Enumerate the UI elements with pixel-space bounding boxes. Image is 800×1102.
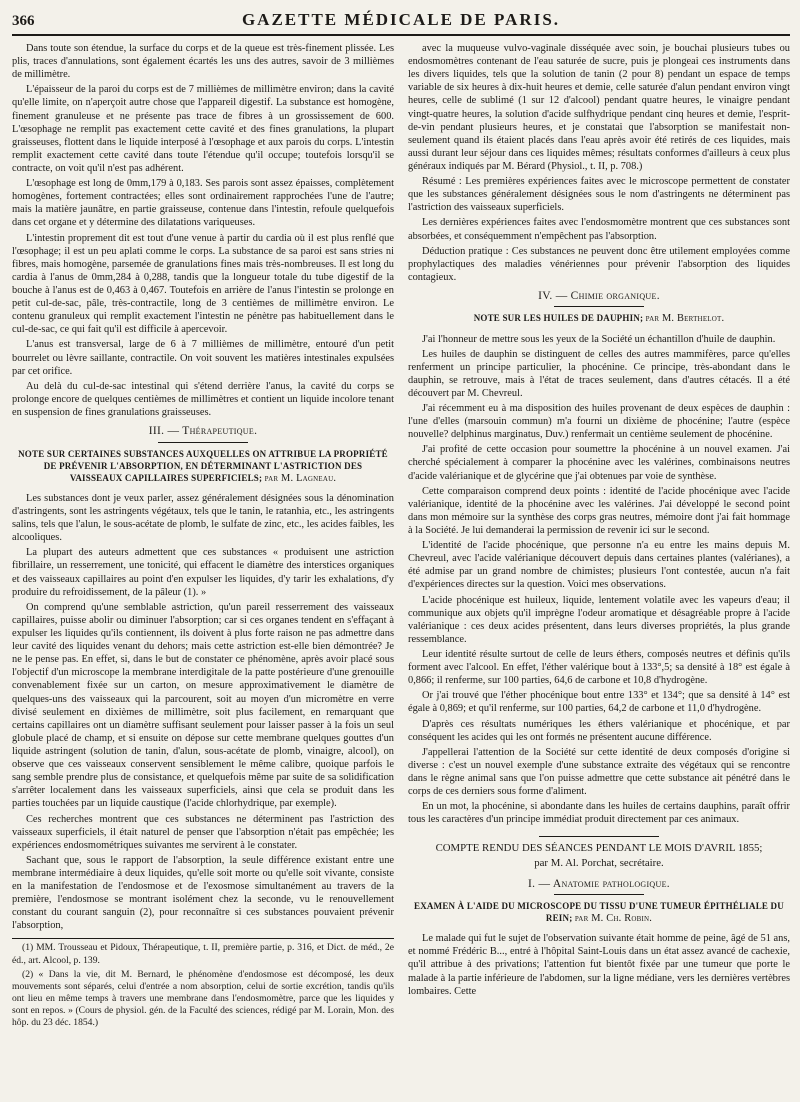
paragraph: Sachant que, sous le rapport de l'absorption, la seule différence existant entre une membrane intermédiaire à deux liquides, qu'elle soit morte ou qu'elle soit vivante, consiste en la manifestation de l'endosmose et de l'exosmose simultanément au travers de la première, l'endosmose se montrant isolément chez la seconde, vu le renouvellement constant du courant sanguin (2), pour reconnaître si ces substances pouvaient prévenir l'absorption, bbox=[12, 854, 394, 932]
paragraph: L'anus est transversal, large de 6 à 7 millièmes de millimètre, entouré d'un petit bourrelet ou lèvre saillante, contractile. On voit souvent les matières intestinales expulsées par cet orifice. bbox=[12, 339, 394, 377]
paragraph: Résumé : Les premières expériences faites avec le microscope permettent de constater que les substances généralement désignées sous le nom d'astringents ne déterminent pas l'astriction des vaisseaux superficiels. bbox=[408, 176, 790, 214]
paragraph: On comprend qu'une semblable astriction, qu'un pareil resserrement des vaisseaux capillaires, puisse abolir ou diminuer l'absorption; car si ces organes tendent en s'effaçant à expulser les liquides qu'ils contiennent, ils doivent à plus forte raison ne pas admettre dans leur cavité des liquides venant du dehors; mais cette astriction est-elle bien démontrée? Je ne le pense pas. En effet, si, dans le but de constater ce phénomène, après avoir placé sous l'objectif d'un microscope la membrane interdigitale de la patte postérieure d'une grenouille convenablement fixée sur un carton, on mesure approximativement le diamètre de quelques-uns des vaisseaux qui la parcourent, soit au moyen d'un micromètre en verre divisé seulement en dixièmes de millimètre, soit plus facilement, en remarquant que certains capillaires ont un diamètre suffisant seulement pour laisser passer à la fois un seul globule placé de champ, et si ensuite on dépose sur cette membrane quelques gouttes d'un liquide astringent (solution de tanin, d'alun, sous-acétate de plomb, vinaigre, alcool), on observe que ces vaisseaux conservent sensiblement le même calibre, quoique parfois le sang semble prendre plus de consistance, et quelquefois même par suite de sa solidification s'arrêter localement dans les vaisseaux superficiels, ainsi que cela se produit dans les parties touchées par un liquide caustique (l'acide chlorhydrique, par exemple). bbox=[12, 601, 394, 810]
paragraph: D'après ces résultats numériques les éthers valérianique et phocénique, et par conséquent les acides qui les ont formés ne présentent aucune différence. bbox=[408, 718, 790, 743]
paragraph: Les substances dont je veux parler, assez généralement désignées sous la dénomination d'astringents, sont les astringents végétaux, tels que le tanin, le ratanhia, etc., les astringents salins, tels que l'alun, le sous-acétate de plomb, le sulfate de zinc, etc., les acides faibles, les alcooliques. bbox=[12, 492, 394, 544]
paragraph: J'appellerai l'attention de la Société sur cette identité de deux composés d'origine si diverse : c'est un nouvel exemple d'une substance extraite des végétaux qui se rencontre dans le règne animal sans que l'on puisse admettre que cette substance ait pénétré dans le corps de ces derniers sous forme d'aliment. bbox=[408, 746, 790, 798]
paragraph: Ces recherches montrent que ces substances ne déterminent pas l'astriction des vaisseaux superficiels, il était naturel de penser que l'absorption n'était pas empêchée; les expériences endosmométriques suivantes me servirent à le constater. bbox=[12, 813, 394, 851]
right-column bbox=[408, 42, 790, 1102]
page-header bbox=[12, 10, 790, 36]
footnotes bbox=[12, 938, 394, 1029]
section-rule bbox=[554, 306, 644, 307]
report-title: COMPTE RENDU DES SÉANCES PENDANT LE MOIS D'AVRIL 1855; bbox=[435, 842, 763, 855]
article-title-text: NOTE SUR CERTAINES SUBSTANCES AUXQUELLES ON ATTRIBUE LA PROPRIÉTÉ DE PRÉVENIR L'ABSORPTION, EN DÉTERMINANT L'ASTRICTION DES VAISSEAUX CAPILLAIRES SUPERFICIELS; bbox=[18, 448, 388, 483]
article-title bbox=[414, 900, 784, 926]
columns bbox=[12, 42, 790, 1102]
paragraph: L'identité de l'acide phocénique, que personne n'a eu entre les mains depuis M. Chevreul, avec l'acide valérianique découvert depuis dans certaines plantes (valérianes), a été admise par un grand nombre de chimistes; plusieurs l'ont contestée, aucun n'a fait d'expériences directes sur la question. Voici mes observations. bbox=[408, 540, 790, 591]
paragraph: Les huiles de dauphin se distinguent de celles des autres mammifères, parce qu'elles renferment un principe particulier, la phocénine. Ce principe, très-abondant dans le dauphin, se retrouve, mais à l'état de traces seulement, dans d'autres cétacés. Il a été découvert par M. Chevreul. bbox=[408, 348, 790, 399]
article-title-text: EXAMEN À L'AIDE DU MICROSCOPE DU TISSU D'UNE TUMEUR ÉPITHÉLIALE DU REIN; bbox=[414, 901, 784, 924]
paragraph: Déduction pratique : Ces substances ne peuvent donc être utilement employées comme prophylactiques des maladies vénériennes pour prévenir l'absorption des liquides contagieux. bbox=[408, 245, 790, 283]
article-author: par M. Lagneau. bbox=[264, 472, 337, 484]
section-heading: IV. — Chimie organique. bbox=[538, 289, 660, 302]
paragraph: Leur identité résulte surtout de celle de leurs éthers, composés neutres et définis qu'ils forment avec l'alcool. En effet, l'éther valérique bout à 133°,5; sa densité à 18° est égale à 0,866; il renferme, sur 100 parties, 64,6 de carbone et 10,8 d'hydrogène. bbox=[408, 649, 790, 687]
journal-title: GAZETTE MÉDICALE DE PARIS. bbox=[241, 10, 561, 29]
paragraph: Or j'ai trouvé que l'éther phocénique bout entre 133° et 134°; que sa densité à 14° est égale à 0,869; et qu'il renferme, sur 100 parties, 64,2 de carbone et 11,0 d'hydrogène. bbox=[408, 690, 790, 715]
paragraph: L'intestin proprement dit est tout d'une venue à partir du cardia où il est plus renflé que l'œsophage; il est un peu aplati comme le corps. La substance de sa paroi est sans stries ni fibres, mais homogène, parsemée de granulations fines mais très-nombreuses. Il est long du cardia à l'anus de 0mm,284 à 0,288, tandis que la longueur totale du tube digestif de la bouche à l'anus est de 0,463 à 0,467. Toutefois en arrière de l'anus l'intestin se prolonge en petit cul-de-sac, pâle, très-contractile, long de 3 centièmes de millimètre environ. Le contenu granuleux qui remplit exactement l'intestin ne pénètre pas habituellement dans le cul-de-sac, ce qui fait qu'il est difficile à apercevoir. bbox=[12, 232, 394, 336]
article-author: par M. Berthelot. bbox=[645, 313, 725, 325]
paragraph: Le malade qui fut le sujet de l'observation suivante était homme de peine, âgé de 51 ans, et nommé Frédéric B..., entré à l'hôpital Saint-Louis dans un état assez avancé de cachexie, qu'il attribue à des privations; l'attention fut bientôt fixée par une tumeur que porte le malade à la partie inférieure de l'abdomen, sur la ligne médiane, vers les dernières vertèbres lombaires. Cette bbox=[408, 933, 790, 997]
paragraph: La plupart des auteurs admettent que ces substances « produisent une astriction fibrillaire, un resserrement, une tonicité, qui effacent le diamètre des interstices organiques et des vaisseaux capillaires au point d'en expulser les liquides, d'y tarir les exhalations, d'y produire du refroidissement, de la pâleur (1). » bbox=[12, 547, 394, 598]
paragraph: Les dernières expériences faites avec l'endosmomètre montrent que ces substances sont absorbées, et conséquemment n'empêchent pas l'absorption. bbox=[408, 217, 790, 242]
paragraph: En un mot, la phocénine, si abondante dans les huiles de certains dauphins, paraît offrir tous les caractères d'un principe immédiat produit directement par ces animaux. bbox=[408, 801, 790, 826]
article-title-text: NOTE SUR LES HUILES DE DAUPHIN; bbox=[473, 313, 644, 324]
section-rule bbox=[158, 442, 248, 443]
section-heading: III. — Thérapeutique. bbox=[148, 425, 258, 438]
footnote: (2) « Dans la vie, dit M. Bernard, le phénomène d'endosmose est décomposé, les deux mouvements sont séparés, celui d'entrée a nom absorption, celui de sortie excrétion, tandis qu'ils ont lieu en même temps à travers une membrane dans l'endosmomètre, parce que les liquides y sont en repos. » (Cours de physiol. gén. de la Faculté des sciences, rédigé par M. Lorain, Mon. des hôp. du 23 déc. 1854.) bbox=[12, 968, 394, 1028]
paragraph: Cette comparaison comprend deux points : identité de l'acide phocénique avec l'acide valérianique, identité de la phocénine avec les valérines. J'ai développé le second point dans mon mémoire sur la synthèse des corps gras neutres, mémoire dont j'ai fait hommage à la Société. Je lui demanderai la permission de revenir ici sur le second. bbox=[408, 485, 790, 537]
section-rule bbox=[554, 894, 644, 895]
report-rule bbox=[539, 836, 659, 837]
paragraph: J'ai récemment eu à ma disposition des huiles provenant de deux espèces de dauphin : l'une d'elles (marsouin commun) m'a fourni un dixième de phocénine; l'autre (espèce nouvelle? delphinus marginatus, Duv.) renfermait un centième seulement de phocénine. bbox=[408, 403, 790, 441]
paragraph: avec la muqueuse vulvo-vaginale disséquée avec soin, je bouchai plusieurs tubes ou endosmomètres contenant de l'eau saturée de sucre, puis je plongeai ces instruments dans les divers liquides, tels que la solution de tanin (2 pour 8) pendant un espace de temps variable de six heures à dix-huit heures et demie, celle saturée d'alun pendant environ vingt heures, celle de sublimé (1 sur 12 d'alcool) pendant quatre heures, le vinaigre pendant vingt-quatre heures, la solution d'acide sulfhydrique pendant cinq heures et demie, l'esprit-de-vin pendant plusieurs heures, et je constatai que l'absorption se manifestait non-seulement quand ils étaient placés dans l'eau après avoir été retirés de ces liquides, mais aussi durant leur séjour dans ces liquides mêmes; résultats conformes d'ailleurs à ceux plus généraux indiqués par M. Bérard (Physiol., t. II, p. 708.) bbox=[408, 43, 790, 172]
report-secretary: par M. Al. Porchat, secrétaire. bbox=[534, 857, 664, 869]
paragraph: Au delà du cul-de-sac intestinal qui s'étend derrière l'anus, la cavité du corps se prolonge encore de quelques centièmes de millimètres et contient un liquide incolore tenant en suspension de fines granulations graisseuses. bbox=[12, 380, 394, 418]
footnote: (1) MM. Trousseau et Pidoux, Thérapeutique, t. II, première partie, p. 316, et Dict. de méd., 2e éd., art. Alcool, p. 139. bbox=[12, 942, 394, 966]
paragraph: Dans toute son étendue, la surface du corps et de la queue est très-finement plissée. Les plis, traces d'annulations, sont également écartés les uns des autres, savoir de 3 millièmes de millimètre. bbox=[12, 43, 394, 81]
article-author: par M. Ch. Robin. bbox=[574, 913, 653, 925]
session-report-heading bbox=[408, 836, 790, 870]
paragraph: L'acide phocénique est huileux, liquide, lentement volatile avec les vapeurs d'eau; il communique aux objets qu'il imprègne l'odeur aromatique et désagréable propre à l'acide valérianique : ces deux acides présentent, dans leurs diverses propriétés, la plus grande ressemblance. bbox=[408, 594, 790, 645]
paragraph: L'épaisseur de la paroi du corps est de 7 millièmes de millimètre environ; dans la cavité qu'elle limite, on n'aperçoit autre chose que l'appareil digestif. La substance est homogène, finement granuleuse et ne présente pas trace de fibres à un grossissement de 600. L'œsophage ne remplit pas exactement cette cavité et des fines granulations, la plupart graisseuses, flottent dans le liquide interposé à l'œsophage et aux parois du corps. L'intestin remplit exactement cette cavité dans toute l'étendue qu'il occupe; toutefois lorsqu'il se contracte, on voit qu'il n'est pas adhérent. bbox=[12, 84, 394, 174]
article-title bbox=[414, 312, 784, 326]
paragraph: J'ai l'honneur de mettre sous les yeux de la Société un échantillon d'huile de dauphin. bbox=[422, 333, 776, 345]
left-column bbox=[12, 42, 394, 1102]
section-heading: I. — Anatomie pathologique. bbox=[528, 877, 670, 890]
paragraph: L'œsophage est long de 0mm,179 à 0,183. Ses parois sont assez épaisses, complètement homogènes, fortement contractées; elles sont ordinairement rapprochées l'une de l'autre; mais la matière jaunâtre, en partie graisseuse, contenue dans l'intestin, refoule quelquefois dans cet organe et y détermine des dilatations variqueuses. bbox=[12, 178, 394, 229]
article-title bbox=[18, 448, 388, 486]
paragraph: J'ai profité de cette occasion pour soumettre la phocénine à un nouvel examen. J'ai cherché spécialement à comparer la phocénine avec les valérines, combinaisons neutres d'acide valérianique et de glycérine que j'ai obtenues par voie de synthèse. bbox=[408, 444, 790, 482]
page-number: 366 bbox=[12, 13, 35, 29]
